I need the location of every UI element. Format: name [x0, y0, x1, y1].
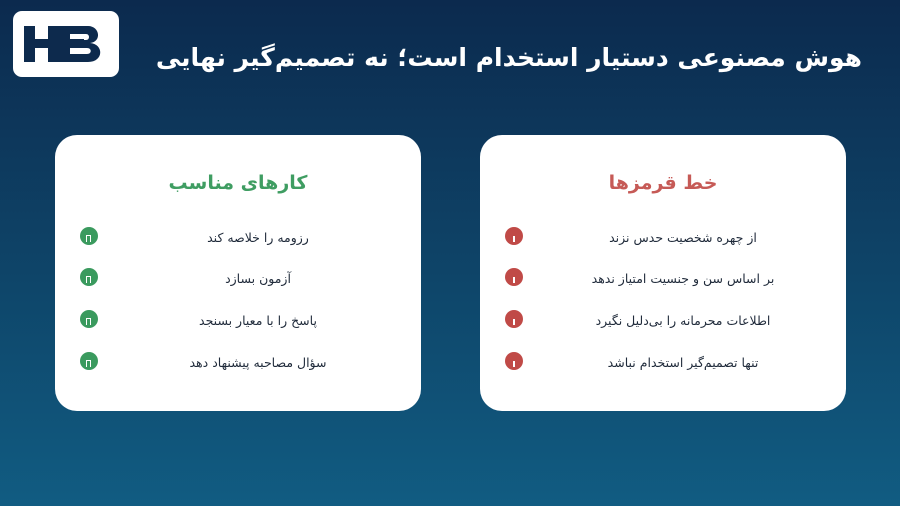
- suitable-tasks-card: [55, 135, 421, 411]
- suitable-tasks-title: کارهای مناسب: [168, 172, 308, 194]
- circle-warning-icon: [505, 268, 523, 286]
- circle-check-icon: [80, 352, 98, 370]
- list-item-text: اطلاعات محرمانه را بی‌دلیل نگیرد: [595, 313, 771, 328]
- circle-check-icon: [80, 310, 98, 328]
- page-title: هوش مصنوعی دستیار استخدام است؛ نه تصمیم‌گیر نهایی: [155, 43, 862, 72]
- red-lines-card: [480, 135, 846, 411]
- list-item-text: آزمون بسازد: [225, 271, 291, 286]
- circle-check-icon: [80, 268, 98, 286]
- circle-check-icon: [80, 227, 98, 245]
- red-lines-title: خط قرمزها: [608, 172, 718, 194]
- list-item-text: پاسخ را با معیار بسنجد: [199, 313, 317, 328]
- hb-logo-icon: [24, 22, 108, 66]
- list-item-text: تنها تصمیم‌گیر استخدام نباشد: [607, 355, 759, 370]
- list-item-text: بر اساس سن و جنسیت امتیاز ندهد: [591, 271, 775, 286]
- circle-warning-icon: [505, 352, 523, 370]
- hb-logo: [13, 11, 119, 77]
- list-item-text: رزومه را خلاصه کند: [207, 230, 309, 245]
- circle-warning-icon: [505, 310, 523, 328]
- circle-warning-icon: [505, 227, 523, 245]
- list-item-text: سؤال مصاحبه پیشنهاد دهد: [189, 355, 327, 370]
- list-item-text: از چهره شخصیت حدس نزند: [609, 230, 757, 245]
